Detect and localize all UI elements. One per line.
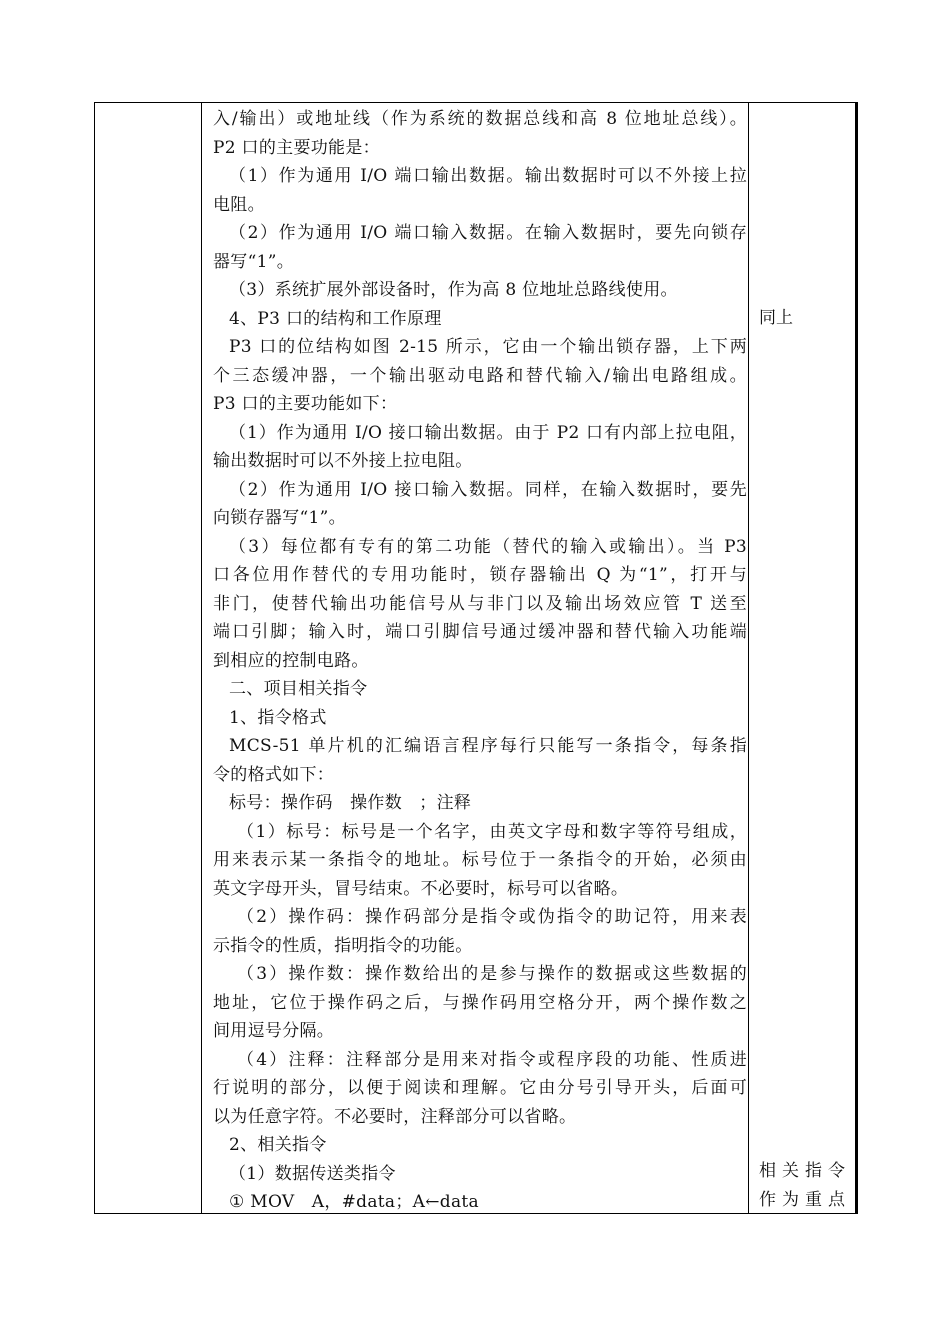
note-text-line1: 相关指令	[759, 1161, 851, 1181]
content-column	[211, 105, 747, 1217]
text-line: （3）系统扩展外部设备时，作为高 8 位地址总路线使用。	[229, 280, 678, 300]
text-line: 输出数据时可以不外接上拉电阻。	[213, 451, 473, 471]
instruction-line: ① MOV A，#data；A←data	[229, 1192, 479, 1212]
section-heading: 二、项目相关指令	[229, 679, 368, 699]
text-line: 器写“1”。	[213, 251, 294, 272]
text-line: 以为任意字符。不必要时，注释部分可以省略。	[213, 1106, 577, 1127]
text-line: 示指令的性质，指明指令的功能。	[213, 935, 473, 956]
note-same-as-above	[759, 304, 849, 333]
text-line: （2）操作码：操作码部分是指令或伪指令的助记符，用来表	[237, 907, 747, 927]
text-line: 入/输出）或地址线（作为系统的数据总线和高 8 位地址总线）。	[213, 109, 747, 129]
text-line: 非门，使替代输出功能信号从与非门以及输出场效应管 T 送至	[213, 593, 747, 614]
text-line: P2 口的主要功能是：	[213, 137, 380, 158]
text-line: （1）作为通用 I/O 端口输出数据。输出数据时可以不外接上拉	[229, 166, 747, 186]
text-line: 到相应的控制电路。	[213, 650, 369, 671]
lesson-table	[94, 102, 858, 1214]
text-line: 地址，它位于操作码之后，与操作码用空格分开，两个操作数之	[213, 992, 747, 1013]
text-line: （1）数据传送类指令	[229, 1163, 396, 1184]
text-line: 向锁存器写“1”。	[213, 508, 346, 528]
text-line: （2）作为通用 I/O 端口输入数据。在输入数据时，要先向锁存	[229, 223, 747, 243]
note-text: 同上	[759, 308, 793, 328]
text-line: 个三态缓冲器，一个输出驱动电路和替代输入/输出电路组成。	[213, 365, 747, 386]
section-heading: 4、P3 口的结构和工作原理	[229, 308, 442, 329]
section-heading: 1、指令格式	[229, 707, 327, 728]
text-line: 用来表示某一条指令的地址。标号位于一条指令的开始，必须由	[213, 850, 747, 870]
note-text-line2: 作为重点	[759, 1189, 851, 1210]
text-line: （1）作为通用 I/O 接口输出数据。由于 P2 口有内部上拉电阻，	[229, 422, 747, 443]
text-line: 行说明的部分，以便于阅读和理解。它由分号引导开头，后面可	[213, 1078, 747, 1098]
text-line: P3 口的主要功能如下：	[213, 394, 398, 414]
text-line: 电阻。	[213, 194, 265, 215]
text-line: 间用逗号分隔。	[213, 1021, 335, 1041]
text-line: 令的格式如下：	[213, 764, 335, 785]
text-line: 端口引脚；输入时，端口引脚信号通过缓冲器和替代输入功能端	[213, 622, 747, 642]
text-line: 英文字母开头，冒号结束。不必要时，标号可以省略。	[213, 878, 629, 899]
column-divider-1	[201, 103, 202, 1213]
text-line: （3）操作数：操作数给出的是参与操作的数据或这些数据的	[237, 964, 747, 984]
text-line: P3 口的位结构如图 2-15 所示，它由一个输出锁存器，上下两	[229, 337, 747, 357]
note-key-instructions	[759, 1157, 849, 1214]
text-line: （4）注释：注释部分是用来对指令或程序段的功能、性质进	[237, 1049, 747, 1070]
text-line: （3）每位都有专有的第二功能（替代的输入或输出）。当 P3	[229, 536, 747, 557]
column-divider-2	[748, 103, 749, 1213]
text-line: （1）标号：标号是一个名字，由英文字母和数字等符号组成，	[237, 821, 747, 842]
text-line: 标号：操作码 操作数 ；注释	[229, 793, 472, 813]
text-line: 口各位用作替代的专用功能时，锁存器输出 Q 为“1”，打开与	[213, 565, 747, 585]
section-heading: 2、相关指令	[229, 1135, 327, 1155]
text-line: （2）作为通用 I/O 接口输入数据。同样，在输入数据时，要先	[229, 479, 747, 500]
text-line: MCS-51 单片机的汇编语言程序每行只能写一条指令，每条指	[229, 736, 747, 756]
